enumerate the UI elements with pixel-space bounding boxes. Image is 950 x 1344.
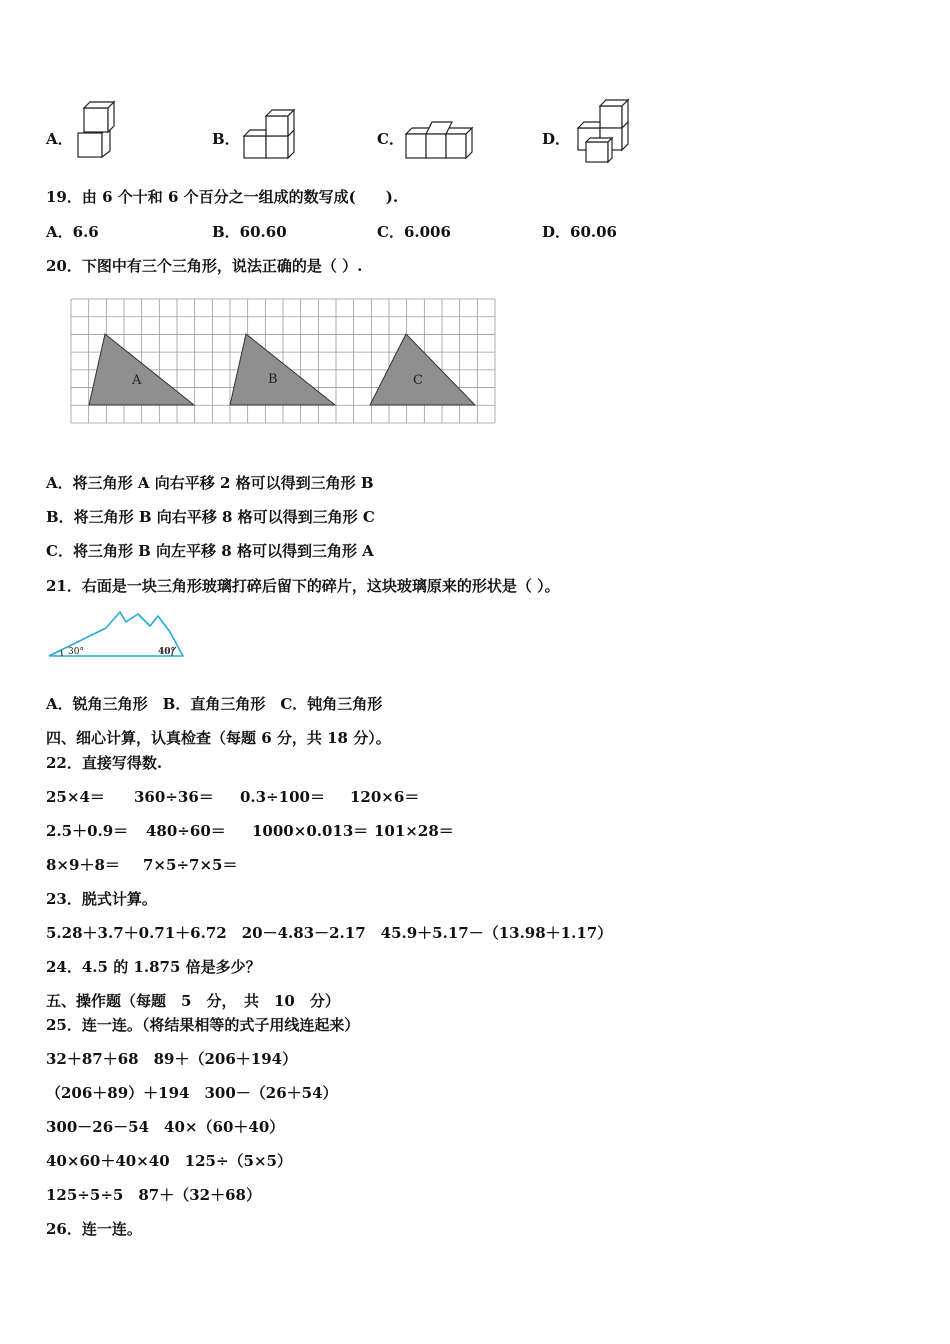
triangle-c-label: C xyxy=(413,373,423,388)
section-5-heading: 五、操作题（每题 5 分， 共 10 分） xyxy=(46,992,340,1010)
q22-r2-c1: 2.5＋0.9＝ xyxy=(46,822,129,840)
triangle-b-label: B xyxy=(268,372,278,387)
cube-figure-c xyxy=(404,120,478,162)
broken-glass-figure xyxy=(46,606,188,662)
triangle-a-label: A xyxy=(132,373,142,388)
q19-option-a: A．6.6 xyxy=(46,223,99,241)
option-c-label: C． xyxy=(377,130,404,148)
q23-expressions: 5.28＋3.7＋0.71＋6.72 20－4.83－2.17 45.9＋5.17－（13.98＋1.17） xyxy=(46,924,613,942)
angle-40-label: 40° xyxy=(158,647,176,657)
question-25: 25．连一连。（将结果相等的式子用线连起来） xyxy=(46,1016,360,1034)
question-26: 26．连一连。 xyxy=(46,1220,142,1238)
q22-r2-c4: 101×28＝ xyxy=(374,822,454,840)
q22-r3-c1: 8×9＋8＝ xyxy=(46,856,120,874)
q22-r1-c1: 25×4＝ xyxy=(46,788,105,806)
q20-option-b: B．将三角形 B 向右平移 8 格可以得到三角形 C xyxy=(46,508,375,526)
question-19: 19．由 6 个十和 6 个百分之一组成的数写成( ). xyxy=(46,188,399,206)
question-20: 20．下图中有三个三角形，说法正确的是（ ）. xyxy=(46,257,363,275)
q22-r1-c3: 0.3÷100＝ xyxy=(240,788,325,806)
q21-options: A．锐角三角形 B．直角三角形 C．钝角三角形 xyxy=(46,695,383,713)
q20-option-a: A．将三角形 A 向右平移 2 格可以得到三角形 B xyxy=(46,474,374,492)
q19-option-c: C．6.006 xyxy=(377,223,451,241)
q19-option-d: D．60.06 xyxy=(542,223,617,241)
question-21: 21．右面是一块三角形玻璃打碎后留下的碎片，这块玻璃原来的形状是（ ）。 xyxy=(46,577,560,595)
q22-r3-c2: 7×5÷7×5＝ xyxy=(143,856,238,874)
q25-line-5: 125÷5÷5 87＋（32＋68） xyxy=(46,1186,261,1204)
q20-option-c: C．将三角形 B 向左平移 8 格可以得到三角形 A xyxy=(46,542,374,560)
question-22: 22．直接写得数. xyxy=(46,754,163,772)
option-d-label: D． xyxy=(542,130,571,148)
q22-r1-c2: 360÷36＝ xyxy=(134,788,214,806)
q19-option-b: B．60.60 xyxy=(212,223,287,241)
option-a-label: A． xyxy=(46,130,73,148)
cube-figure-d xyxy=(572,98,632,166)
q25-line-2: （206＋89）＋194 300－（26＋54） xyxy=(46,1084,338,1102)
q25-line-4: 40×60＋40×40 125÷（5×5） xyxy=(46,1152,292,1170)
section-4-heading: 四、细心计算，认真检查（每题 6 分，共 18 分）。 xyxy=(46,729,391,747)
q22-r2-c2: 480÷60＝ xyxy=(146,822,226,840)
question-23: 23．脱式计算。 xyxy=(46,890,157,908)
cube-figure-a xyxy=(76,100,116,160)
option-b-label: B． xyxy=(212,130,240,148)
q22-r1-c4: 120×6＝ xyxy=(350,788,420,806)
cube-figure-b xyxy=(242,108,296,162)
q22-r2-c3: 1000×0.013＝ xyxy=(252,822,369,840)
q25-line-3: 300－26－54 40×（60＋40） xyxy=(46,1118,285,1136)
q25-line-1: 32＋87＋68 89＋（206＋194） xyxy=(46,1050,298,1068)
angle-30-label: 30° xyxy=(68,647,84,657)
triangle-grid-figure xyxy=(70,298,496,424)
question-24: 24．4.5 的 1.875 倍是多少？ xyxy=(46,958,261,976)
